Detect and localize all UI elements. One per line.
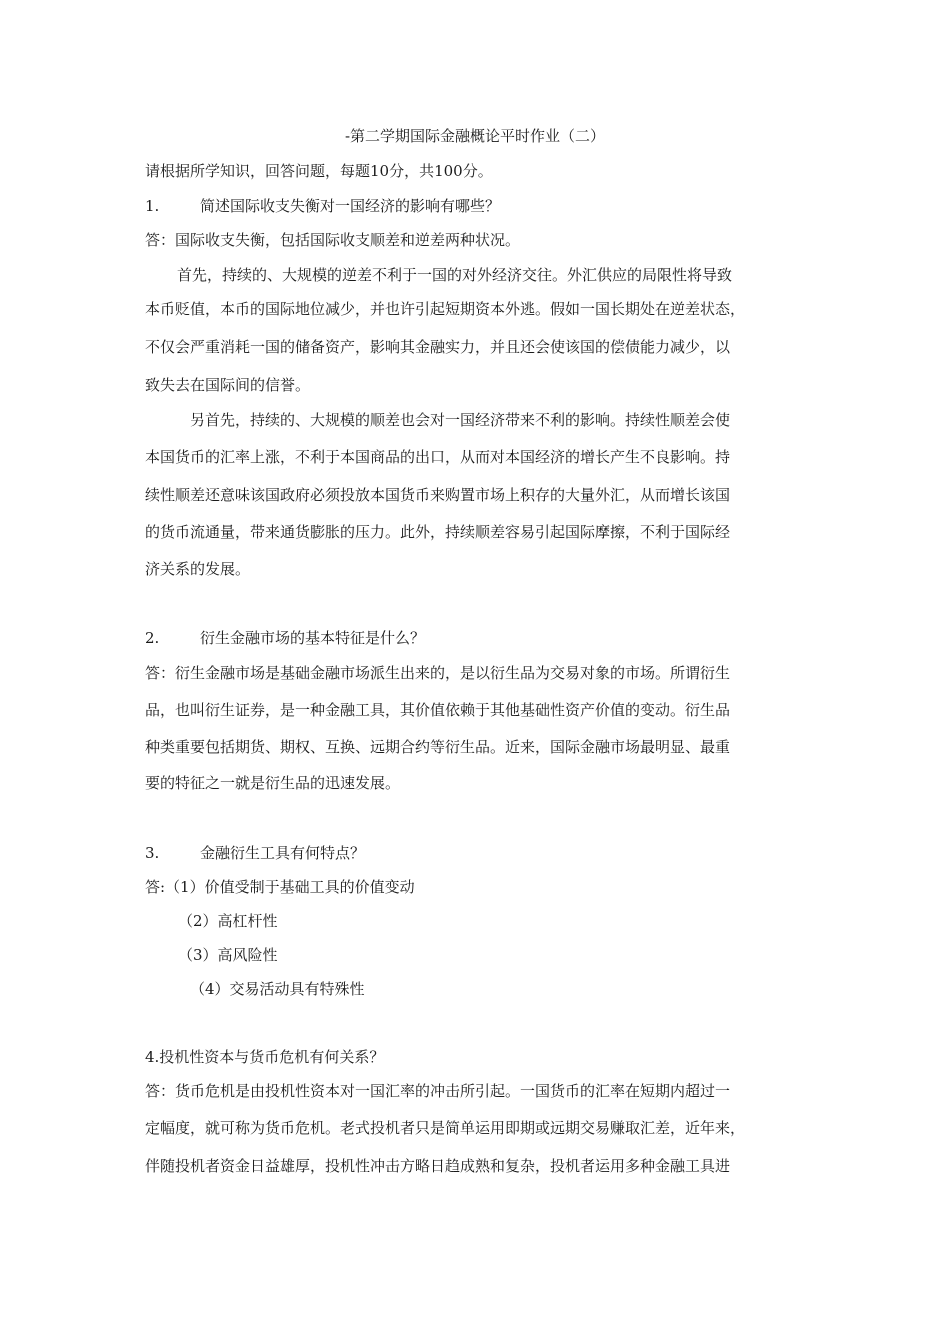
answer-2-line: 答：衍生金融市场是基础金融市场派生出来的，是以衍生品为交易对象的市场。所谓衍生 [145,664,731,682]
question-3 [145,842,365,864]
question-1-number: 1. [145,197,160,215]
answer-1-line: 本国货币的汇率上涨，不利于本国商品的出口，从而对本国经济的增长产生不良影响。持 [145,448,731,466]
answer-4-line: 答：货币危机是由投机性资本对一国汇率的冲击所引起。一国货币的汇率在短期内超过一 [145,1082,731,1100]
answer-1-line: 济关系的发展。 [145,560,251,578]
answer-3-line: （2）高杠杆性 [178,912,278,930]
answer-1-line: 本币贬值，本币的国际地位减少，并也许引起短期资本外逃。假如一国长期处在逆差状态， [145,300,746,318]
question-3-number: 3. [145,844,160,862]
answer-1-line: 的货币流通量，带来通货膨胀的压力。此外，持续顺差容易引起国际摩擦，不利于国际经 [145,523,731,541]
answer-1-line: 续性顺差还意味该国政府必须投放本国货币来购置市场上积存的大量外汇，从而增长该国 [145,486,731,504]
question-4-text: 4.投机性资本与货币危机有何关系？ [145,1048,385,1066]
answer-2-line: 种类重要包括期货、期权、互换、远期合约等衍生品。近来，国际金融市场最明显、最重 [145,738,731,756]
question-1 [145,195,500,217]
instruction-text: 请根据所学知识，回答问题，每题10分，共100分。 [145,162,493,180]
question-3-text: 金融衍生工具有何特点？ [200,844,366,862]
answer-3-line: 答:（1）价值受制于基础工具的价值变动 [145,878,415,896]
answer-1-line: 致失去在国际间的信誉。 [145,376,311,394]
document-title: -第二学期国际金融概论平时作业（二） [344,127,606,145]
answer-3-line: （4）交易活动具有特殊性 [190,980,365,998]
answer-2-line: 品，也叫衍生证券，是一种金融工具，其价值依赖于其他基础性资产价值的变动。衍生品 [145,701,731,719]
answer-1-line: 首先，持续的、大规模的逆差不利于一国的对外经济交往。外汇供应的局限性将导致 [177,266,733,284]
answer-1-line: 不仅会严重消耗一国的储备资产，影响其金融实力，并且还会使该国的偿债能力减少，以 [145,338,731,356]
question-2-number: 2. [145,629,160,647]
question-2 [145,627,425,649]
answer-1-line: 答：国际收支失衡，包括国际收支顺差和逆差两种状况。 [145,231,521,249]
answer-4-line: 定幅度，就可称为货币危机。老式投机者只是简单运用即期或远期交易赚取汇差，近年来， [145,1119,746,1137]
answer-1-line: 另首先，持续的、大规模的顺差也会对一国经济带来不利的影响。持续性顺差会使 [190,411,731,429]
question-2-text: 衍生金融市场的基本特征是什么？ [200,629,426,647]
answer-2-line: 要的特征之一就是衍生品的迅速发展。 [145,774,401,792]
answer-4-line: 伴随投机者资金日益雄厚，投机性冲击方略日趋成熟和复杂，投机者运用多种金融工具进 [145,1157,731,1175]
answer-3-line: （3）高风险性 [178,946,278,964]
question-1-text: 简述国际收支失衡对一国经济的影响有哪些？ [200,197,501,215]
